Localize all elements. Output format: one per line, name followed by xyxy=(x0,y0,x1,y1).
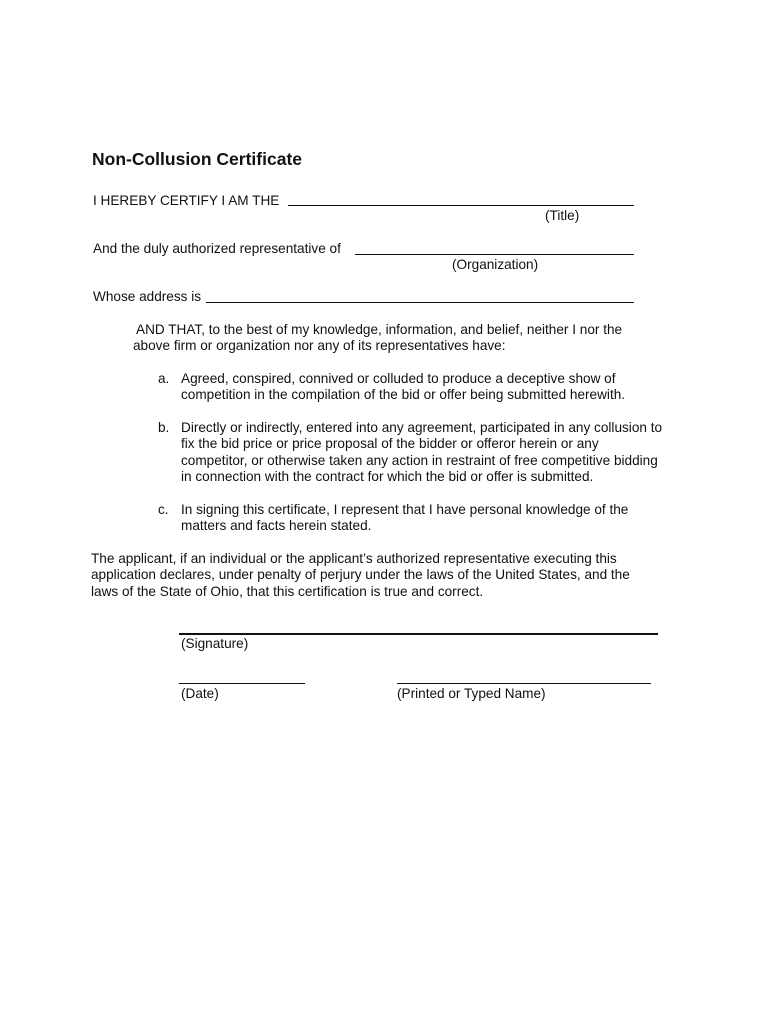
organization-caption: (Organization) xyxy=(452,257,539,272)
signature-caption: (Signature) xyxy=(181,636,249,651)
list-marker: a. xyxy=(158,371,170,386)
organization-blank-line[interactable] xyxy=(355,254,634,255)
intro-paragraph: AND THAT, to the best of my knowledge, information, and belief, neither I nor the above firm or organization nor any of its representatives have: xyxy=(133,322,623,354)
signature-line[interactable] xyxy=(179,633,658,635)
printed-name-caption: (Printed or Typed Name) xyxy=(397,686,546,701)
list-marker: b. xyxy=(158,420,170,435)
list-item-b xyxy=(158,420,668,485)
list-item-a xyxy=(158,371,668,404)
list-item-text: Directly or indirectly, entered into any agreement, participated in any collusion to fix the bid price or price proposal of the bidder or offeror herein or any competitor, or otherwise taken any action in restraint of free competitive bidding in connection with the contract for which the bid or offer is submitted. xyxy=(181,420,663,484)
list-item-text: Agreed, conspired, connived or colluded to produce a deceptive show of competition in the compilation of the bid or offer being submitted herewith. xyxy=(181,371,626,403)
document-title: Non-Collusion Certificate xyxy=(92,149,303,169)
address-blank-line[interactable] xyxy=(206,302,634,303)
list-item-text: In signing this certificate, I represent that I have personal knowledge of the matters and facts herein stated. xyxy=(181,502,629,534)
printed-name-line[interactable] xyxy=(397,683,651,684)
date-line[interactable] xyxy=(179,683,305,684)
declaration-paragraph: The applicant, if an individual or the applicant’s authorized representative executing this application declares, under penalty of perjury under the laws of the United States, and the laws of the State of Ohio, that this certification is true and correct. xyxy=(91,551,630,599)
title-blank-line[interactable] xyxy=(288,205,634,206)
certify-label: I HEREBY CERTIFY I AM THE xyxy=(93,193,280,208)
date-caption: (Date) xyxy=(181,686,219,701)
title-caption: (Title) xyxy=(545,208,580,223)
list-item-c xyxy=(158,502,668,535)
address-label: Whose address is xyxy=(93,289,202,304)
representative-label: And the duly authorized representative of xyxy=(93,241,341,256)
list-marker: c. xyxy=(158,502,169,517)
